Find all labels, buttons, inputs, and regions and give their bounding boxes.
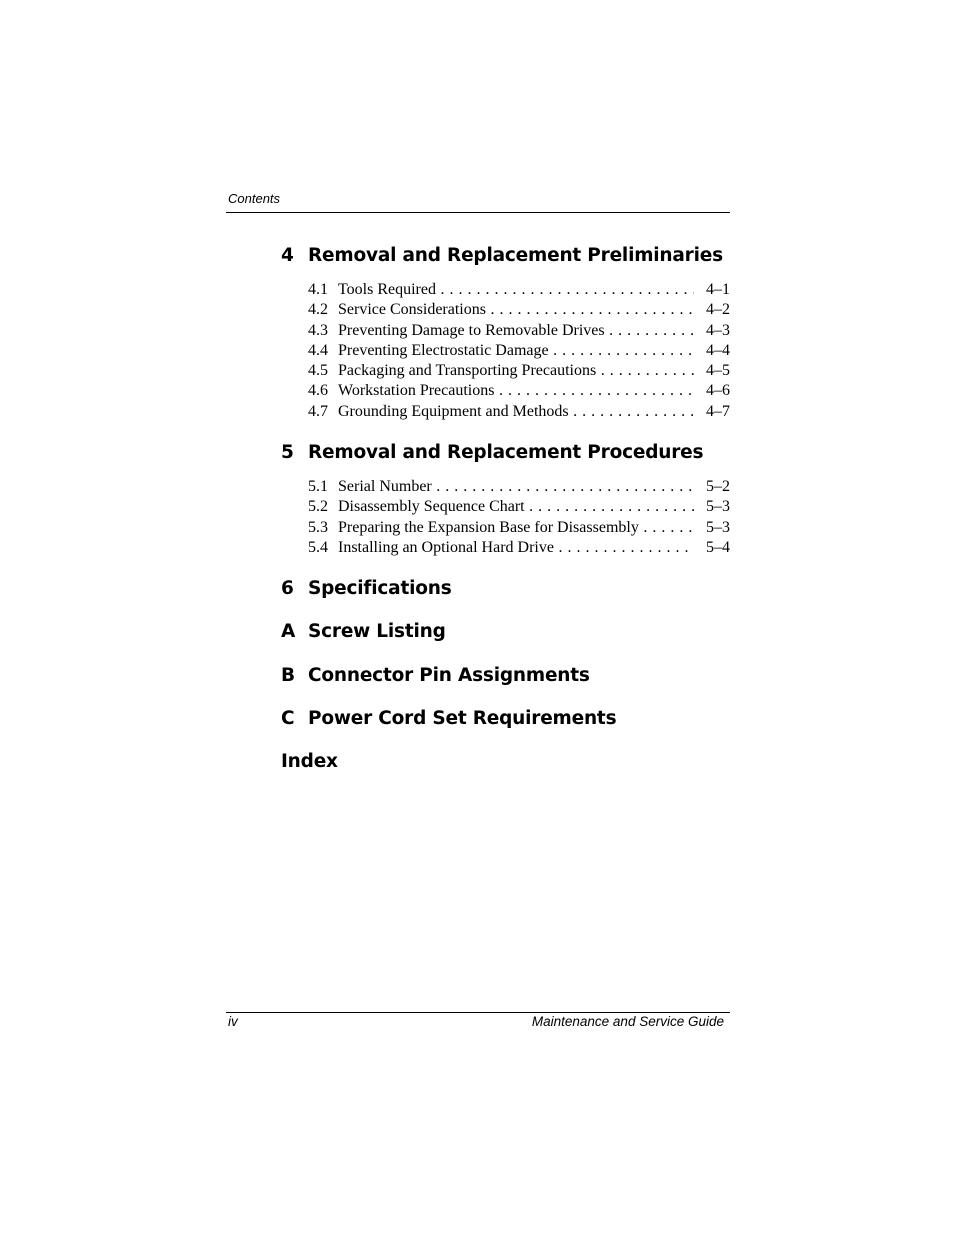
entry-page: 4–2 <box>702 300 730 320</box>
toc-entry[interactable] <box>308 381 730 401</box>
entry-number: 4.1 <box>308 281 328 298</box>
entry-number: 4.3 <box>308 321 328 339</box>
entry-number: 4.6 <box>308 382 328 400</box>
toc-entry[interactable] <box>308 280 730 300</box>
entry-label: Preventing Electrostatic Damage . . . <box>338 341 694 361</box>
entry-label: Disassembly Sequence Chart . . . <box>338 497 694 517</box>
appendix-letter: B <box>281 665 295 686</box>
entry-label: Service Considerations . . . <box>338 300 694 320</box>
appendix-title: Connector Pin Assignments <box>308 665 590 686</box>
entry-page: 4–4 <box>702 341 730 361</box>
chapter-title: Removal and Replacement Preliminaries <box>308 245 723 266</box>
entry-page: 4–5 <box>702 361 730 381</box>
entry-number: 5.3 <box>308 518 328 536</box>
entry-label: Preventing Damage to Removable Drives . . . <box>338 321 694 341</box>
toc-entry[interactable] <box>308 300 730 320</box>
entry-page: 4–1 <box>702 280 730 300</box>
toc-entry[interactable] <box>308 538 730 558</box>
entry-page: 4–6 <box>702 381 730 401</box>
entry-number: 5.4 <box>308 538 328 556</box>
toc-entry[interactable] <box>308 497 730 517</box>
chapter-number: 4 <box>281 245 294 266</box>
toc-entry[interactable] <box>308 402 730 422</box>
toc-entry[interactable] <box>308 321 730 341</box>
entry-number: 5.2 <box>308 498 328 516</box>
entry-page: 5–2 <box>702 477 730 497</box>
entry-label: Workstation Precautions . . . <box>338 381 694 401</box>
appendix-title: Power Cord Set Requirements <box>308 708 617 729</box>
entry-number: 4.7 <box>308 402 328 420</box>
page-number: iv <box>228 1014 238 1029</box>
entry-label: Installing an Optional Hard Drive . . . <box>338 538 694 558</box>
running-head: Contents <box>228 191 281 206</box>
toc-entry[interactable] <box>308 477 730 497</box>
entry-page: 4–7 <box>702 402 730 422</box>
chapter-4-entries <box>308 280 730 422</box>
appendix-letter: A <box>281 621 296 642</box>
entry-label: Grounding Equipment and Methods . . . <box>338 402 694 422</box>
toc-entry[interactable] <box>308 518 730 538</box>
chapter-title: Specifications <box>308 578 452 599</box>
book-title: Maintenance and Service Guide <box>531 1014 724 1029</box>
chapter-number: 5 <box>281 442 294 463</box>
entry-number: 4.5 <box>308 362 328 380</box>
entry-label: Preparing the Expansion Base for Disassembly . . . <box>338 518 694 538</box>
entry-label: Tools Required . . . <box>338 280 694 300</box>
toc-entry[interactable] <box>308 341 730 361</box>
entry-page: 5–3 <box>702 518 730 538</box>
entry-page: 5–3 <box>702 497 730 517</box>
index-title: Index <box>281 751 338 772</box>
entry-label: Serial Number . . . <box>338 477 694 497</box>
chapter-number: 6 <box>281 578 294 599</box>
entry-number: 5.1 <box>308 478 328 495</box>
appendix-title: Screw Listing <box>308 621 446 642</box>
entry-page: 5–4 <box>702 538 730 558</box>
chapter-title: Removal and Replacement Procedures <box>308 442 704 463</box>
toc-entry[interactable] <box>308 361 730 381</box>
appendix-letter: C <box>281 708 295 729</box>
chapter-5-entries <box>308 477 730 558</box>
entry-number: 4.2 <box>308 301 328 319</box>
entry-number: 4.4 <box>308 341 328 359</box>
header-rule <box>226 212 730 213</box>
entry-label: Packaging and Transporting Precautions . . . <box>338 361 694 381</box>
entry-page: 4–3 <box>702 321 730 341</box>
footer-rule <box>226 1012 730 1013</box>
